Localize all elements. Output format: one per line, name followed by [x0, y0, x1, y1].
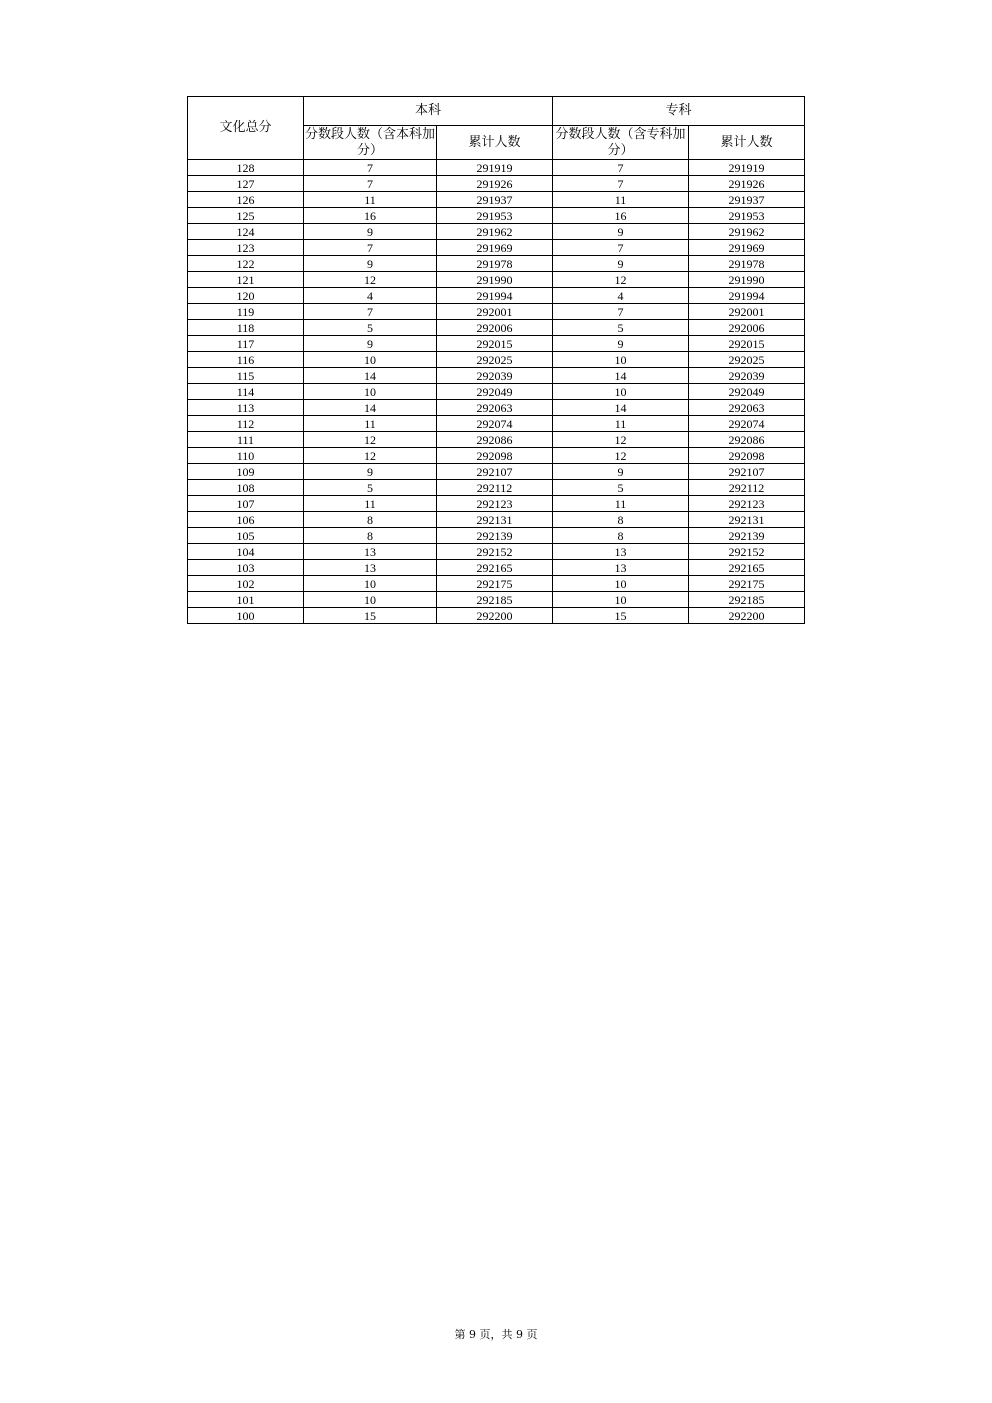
- cell-benke-cumulative: 291962: [437, 224, 553, 240]
- cell-score: 128: [188, 160, 304, 176]
- cell-zhuanke-count: 13: [553, 544, 689, 560]
- cell-zhuanke-cumulative: 291962: [689, 224, 805, 240]
- table-row: [188, 544, 805, 560]
- table-row: [188, 608, 805, 624]
- cell-zhuanke-cumulative: 291969: [689, 240, 805, 256]
- cell-benke-count: 14: [304, 400, 437, 416]
- cell-zhuanke-count: 10: [553, 576, 689, 592]
- cell-zhuanke-cumulative: 292175: [689, 576, 805, 592]
- cell-zhuanke-count: 8: [553, 528, 689, 544]
- cell-zhuanke-count: 7: [553, 240, 689, 256]
- cell-benke-count: 9: [304, 336, 437, 352]
- cell-zhuanke-count: 11: [553, 192, 689, 208]
- table-row: [188, 224, 805, 240]
- table-row: [188, 160, 805, 176]
- table-row: [188, 192, 805, 208]
- cell-zhuanke-count: 12: [553, 448, 689, 464]
- cell-zhuanke-count: 10: [553, 352, 689, 368]
- cell-benke-cumulative: 292185: [437, 592, 553, 608]
- cell-zhuanke-count: 15: [553, 608, 689, 624]
- cell-zhuanke-cumulative: 291994: [689, 288, 805, 304]
- table-row: [188, 432, 805, 448]
- cell-benke-count: 15: [304, 608, 437, 624]
- cell-zhuanke-cumulative: 291919: [689, 160, 805, 176]
- cell-zhuanke-cumulative: 292107: [689, 464, 805, 480]
- cell-benke-cumulative: 291926: [437, 176, 553, 192]
- cell-score: 102: [188, 576, 304, 592]
- cell-benke-count: 10: [304, 576, 437, 592]
- cell-benke-cumulative: 291978: [437, 256, 553, 272]
- cell-score: 118: [188, 320, 304, 336]
- cell-zhuanke-cumulative: 292185: [689, 592, 805, 608]
- cell-zhuanke-count: 12: [553, 432, 689, 448]
- cell-benke-count: 7: [304, 176, 437, 192]
- cell-score: 116: [188, 352, 304, 368]
- cell-benke-cumulative: 292131: [437, 512, 553, 528]
- cell-score: 110: [188, 448, 304, 464]
- cell-benke-count: 10: [304, 384, 437, 400]
- cell-zhuanke-cumulative: 291978: [689, 256, 805, 272]
- header-group-zhuanke: 专科: [553, 97, 805, 126]
- cell-benke-count: 4: [304, 288, 437, 304]
- cell-score: 120: [188, 288, 304, 304]
- cell-score: 107: [188, 496, 304, 512]
- cell-score: 104: [188, 544, 304, 560]
- cell-benke-cumulative: 291969: [437, 240, 553, 256]
- cell-benke-count: 5: [304, 480, 437, 496]
- table-row: [188, 352, 805, 368]
- cell-score: 123: [188, 240, 304, 256]
- cell-score: 124: [188, 224, 304, 240]
- cell-score: 125: [188, 208, 304, 224]
- cell-benke-count: 11: [304, 416, 437, 432]
- cell-benke-cumulative: 292175: [437, 576, 553, 592]
- cell-benke-cumulative: 292015: [437, 336, 553, 352]
- cell-zhuanke-count: 10: [553, 384, 689, 400]
- cell-benke-count: 12: [304, 448, 437, 464]
- cell-benke-cumulative: 292063: [437, 400, 553, 416]
- cell-zhuanke-cumulative: 292025: [689, 352, 805, 368]
- cell-benke-cumulative: 292098: [437, 448, 553, 464]
- cell-benke-count: 9: [304, 464, 437, 480]
- cell-benke-cumulative: 292112: [437, 480, 553, 496]
- cell-zhuanke-count: 9: [553, 256, 689, 272]
- cell-zhuanke-cumulative: 292086: [689, 432, 805, 448]
- cell-benke-cumulative: 292139: [437, 528, 553, 544]
- cell-zhuanke-cumulative: 292200: [689, 608, 805, 624]
- table-row: [188, 464, 805, 480]
- cell-benke-cumulative: 292039: [437, 368, 553, 384]
- cell-benke-count: 11: [304, 496, 437, 512]
- table-row: [188, 304, 805, 320]
- table-row: [188, 320, 805, 336]
- table-row: [188, 368, 805, 384]
- table-row: [188, 256, 805, 272]
- cell-score: 126: [188, 192, 304, 208]
- cell-score: 117: [188, 336, 304, 352]
- cell-benke-count: 10: [304, 352, 437, 368]
- cell-zhuanke-count: 10: [553, 592, 689, 608]
- cell-zhuanke-count: 9: [553, 224, 689, 240]
- header-zhuanke-cumulative: 累计人数: [689, 126, 805, 160]
- cell-zhuanke-count: 8: [553, 512, 689, 528]
- cell-zhuanke-cumulative: 292139: [689, 528, 805, 544]
- cell-zhuanke-count: 12: [553, 272, 689, 288]
- cell-benke-count: 10: [304, 592, 437, 608]
- cell-zhuanke-count: 11: [553, 416, 689, 432]
- cell-zhuanke-cumulative: 292063: [689, 400, 805, 416]
- score-distribution-table: [187, 96, 805, 624]
- header-row-groups: [188, 97, 805, 126]
- cell-zhuanke-cumulative: 291953: [689, 208, 805, 224]
- cell-benke-cumulative: 292152: [437, 544, 553, 560]
- cell-benke-cumulative: 291994: [437, 288, 553, 304]
- cell-score: 115: [188, 368, 304, 384]
- table-body: [188, 160, 805, 624]
- cell-benke-count: 7: [304, 304, 437, 320]
- table-row: [188, 208, 805, 224]
- cell-zhuanke-cumulative: 291990: [689, 272, 805, 288]
- cell-zhuanke-cumulative: 292049: [689, 384, 805, 400]
- table-row: [188, 240, 805, 256]
- cell-zhuanke-count: 14: [553, 400, 689, 416]
- cell-benke-count: 16: [304, 208, 437, 224]
- table-row: [188, 400, 805, 416]
- table-row: [188, 448, 805, 464]
- header-benke-cumulative: 累计人数: [437, 126, 553, 160]
- cell-benke-cumulative: 292200: [437, 608, 553, 624]
- cell-benke-count: 7: [304, 160, 437, 176]
- cell-score: 100: [188, 608, 304, 624]
- table-row: [188, 336, 805, 352]
- cell-zhuanke-count: 7: [553, 304, 689, 320]
- cell-benke-count: 13: [304, 544, 437, 560]
- cell-zhuanke-cumulative: 292123: [689, 496, 805, 512]
- cell-zhuanke-cumulative: 291937: [689, 192, 805, 208]
- cell-zhuanke-cumulative: 292001: [689, 304, 805, 320]
- cell-benke-count: 12: [304, 272, 437, 288]
- header-benke-count: 分数段人数（含本科加分）: [304, 126, 435, 158]
- cell-zhuanke-count: 5: [553, 480, 689, 496]
- cell-benke-count: 9: [304, 224, 437, 240]
- cell-benke-count: 9: [304, 256, 437, 272]
- cell-benke-count: 14: [304, 368, 437, 384]
- table-row: [188, 288, 805, 304]
- cell-benke-cumulative: 292049: [437, 384, 553, 400]
- cell-zhuanke-count: 11: [553, 496, 689, 512]
- cell-score: 108: [188, 480, 304, 496]
- table-header: [188, 97, 805, 160]
- cell-score: 106: [188, 512, 304, 528]
- cell-zhuanke-count: 7: [553, 176, 689, 192]
- cell-benke-cumulative: 292025: [437, 352, 553, 368]
- cell-benke-count: 11: [304, 192, 437, 208]
- cell-zhuanke-cumulative: 292015: [689, 336, 805, 352]
- cell-benke-count: 12: [304, 432, 437, 448]
- cell-score: 114: [188, 384, 304, 400]
- cell-benke-cumulative: 291990: [437, 272, 553, 288]
- table-row: [188, 416, 805, 432]
- header-score-total: 文化总分: [188, 97, 304, 160]
- cell-score: 101: [188, 592, 304, 608]
- page-number: 第 9 页，共 9 页: [454, 1328, 538, 1341]
- cell-score: 105: [188, 528, 304, 544]
- cell-score: 122: [188, 256, 304, 272]
- cell-benke-cumulative: 292165: [437, 560, 553, 576]
- cell-benke-cumulative: 292123: [437, 496, 553, 512]
- cell-zhuanke-cumulative: 292131: [689, 512, 805, 528]
- cell-zhuanke-cumulative: 292006: [689, 320, 805, 336]
- table-row: [188, 560, 805, 576]
- cell-zhuanke-cumulative: 291926: [689, 176, 805, 192]
- cell-benke-cumulative: 292001: [437, 304, 553, 320]
- cell-benke-count: 7: [304, 240, 437, 256]
- table-row: [188, 528, 805, 544]
- table-row: [188, 272, 805, 288]
- cell-score: 121: [188, 272, 304, 288]
- cell-score: 111: [188, 432, 304, 448]
- cell-benke-cumulative: 291937: [437, 192, 553, 208]
- cell-benke-count: 8: [304, 512, 437, 528]
- cell-zhuanke-cumulative: 292165: [689, 560, 805, 576]
- table-row: [188, 176, 805, 192]
- cell-score: 119: [188, 304, 304, 320]
- cell-benke-count: 8: [304, 528, 437, 544]
- cell-zhuanke-count: 4: [553, 288, 689, 304]
- cell-benke-count: 13: [304, 560, 437, 576]
- cell-zhuanke-count: 14: [553, 368, 689, 384]
- table-row: [188, 576, 805, 592]
- table-row: [188, 496, 805, 512]
- cell-zhuanke-count: 9: [553, 336, 689, 352]
- header-group-benke: 本科: [304, 97, 553, 126]
- table-row: [188, 592, 805, 608]
- cell-zhuanke-cumulative: 292112: [689, 480, 805, 496]
- cell-benke-cumulative: 292006: [437, 320, 553, 336]
- cell-zhuanke-cumulative: 292098: [689, 448, 805, 464]
- cell-zhuanke-count: 13: [553, 560, 689, 576]
- cell-score: 127: [188, 176, 304, 192]
- cell-zhuanke-count: 9: [553, 464, 689, 480]
- table-row: [188, 512, 805, 528]
- cell-score: 112: [188, 416, 304, 432]
- cell-benke-cumulative: 291953: [437, 208, 553, 224]
- cell-zhuanke-cumulative: 292039: [689, 368, 805, 384]
- cell-benke-cumulative: 291919: [437, 160, 553, 176]
- cell-benke-count: 5: [304, 320, 437, 336]
- table-row: [188, 480, 805, 496]
- cell-zhuanke-count: 5: [553, 320, 689, 336]
- cell-benke-cumulative: 292086: [437, 432, 553, 448]
- cell-score: 113: [188, 400, 304, 416]
- header-zhuanke-count: 分数段人数（含专科加分）: [553, 126, 689, 160]
- cell-score: 109: [188, 464, 304, 480]
- cell-score: 103: [188, 560, 304, 576]
- cell-zhuanke-count: 7: [553, 160, 689, 176]
- cell-zhuanke-cumulative: 292152: [689, 544, 805, 560]
- cell-zhuanke-cumulative: 292074: [689, 416, 805, 432]
- table-row: [188, 384, 805, 400]
- cell-zhuanke-count: 16: [553, 208, 689, 224]
- cell-benke-cumulative: 292074: [437, 416, 553, 432]
- cell-benke-cumulative: 292107: [437, 464, 553, 480]
